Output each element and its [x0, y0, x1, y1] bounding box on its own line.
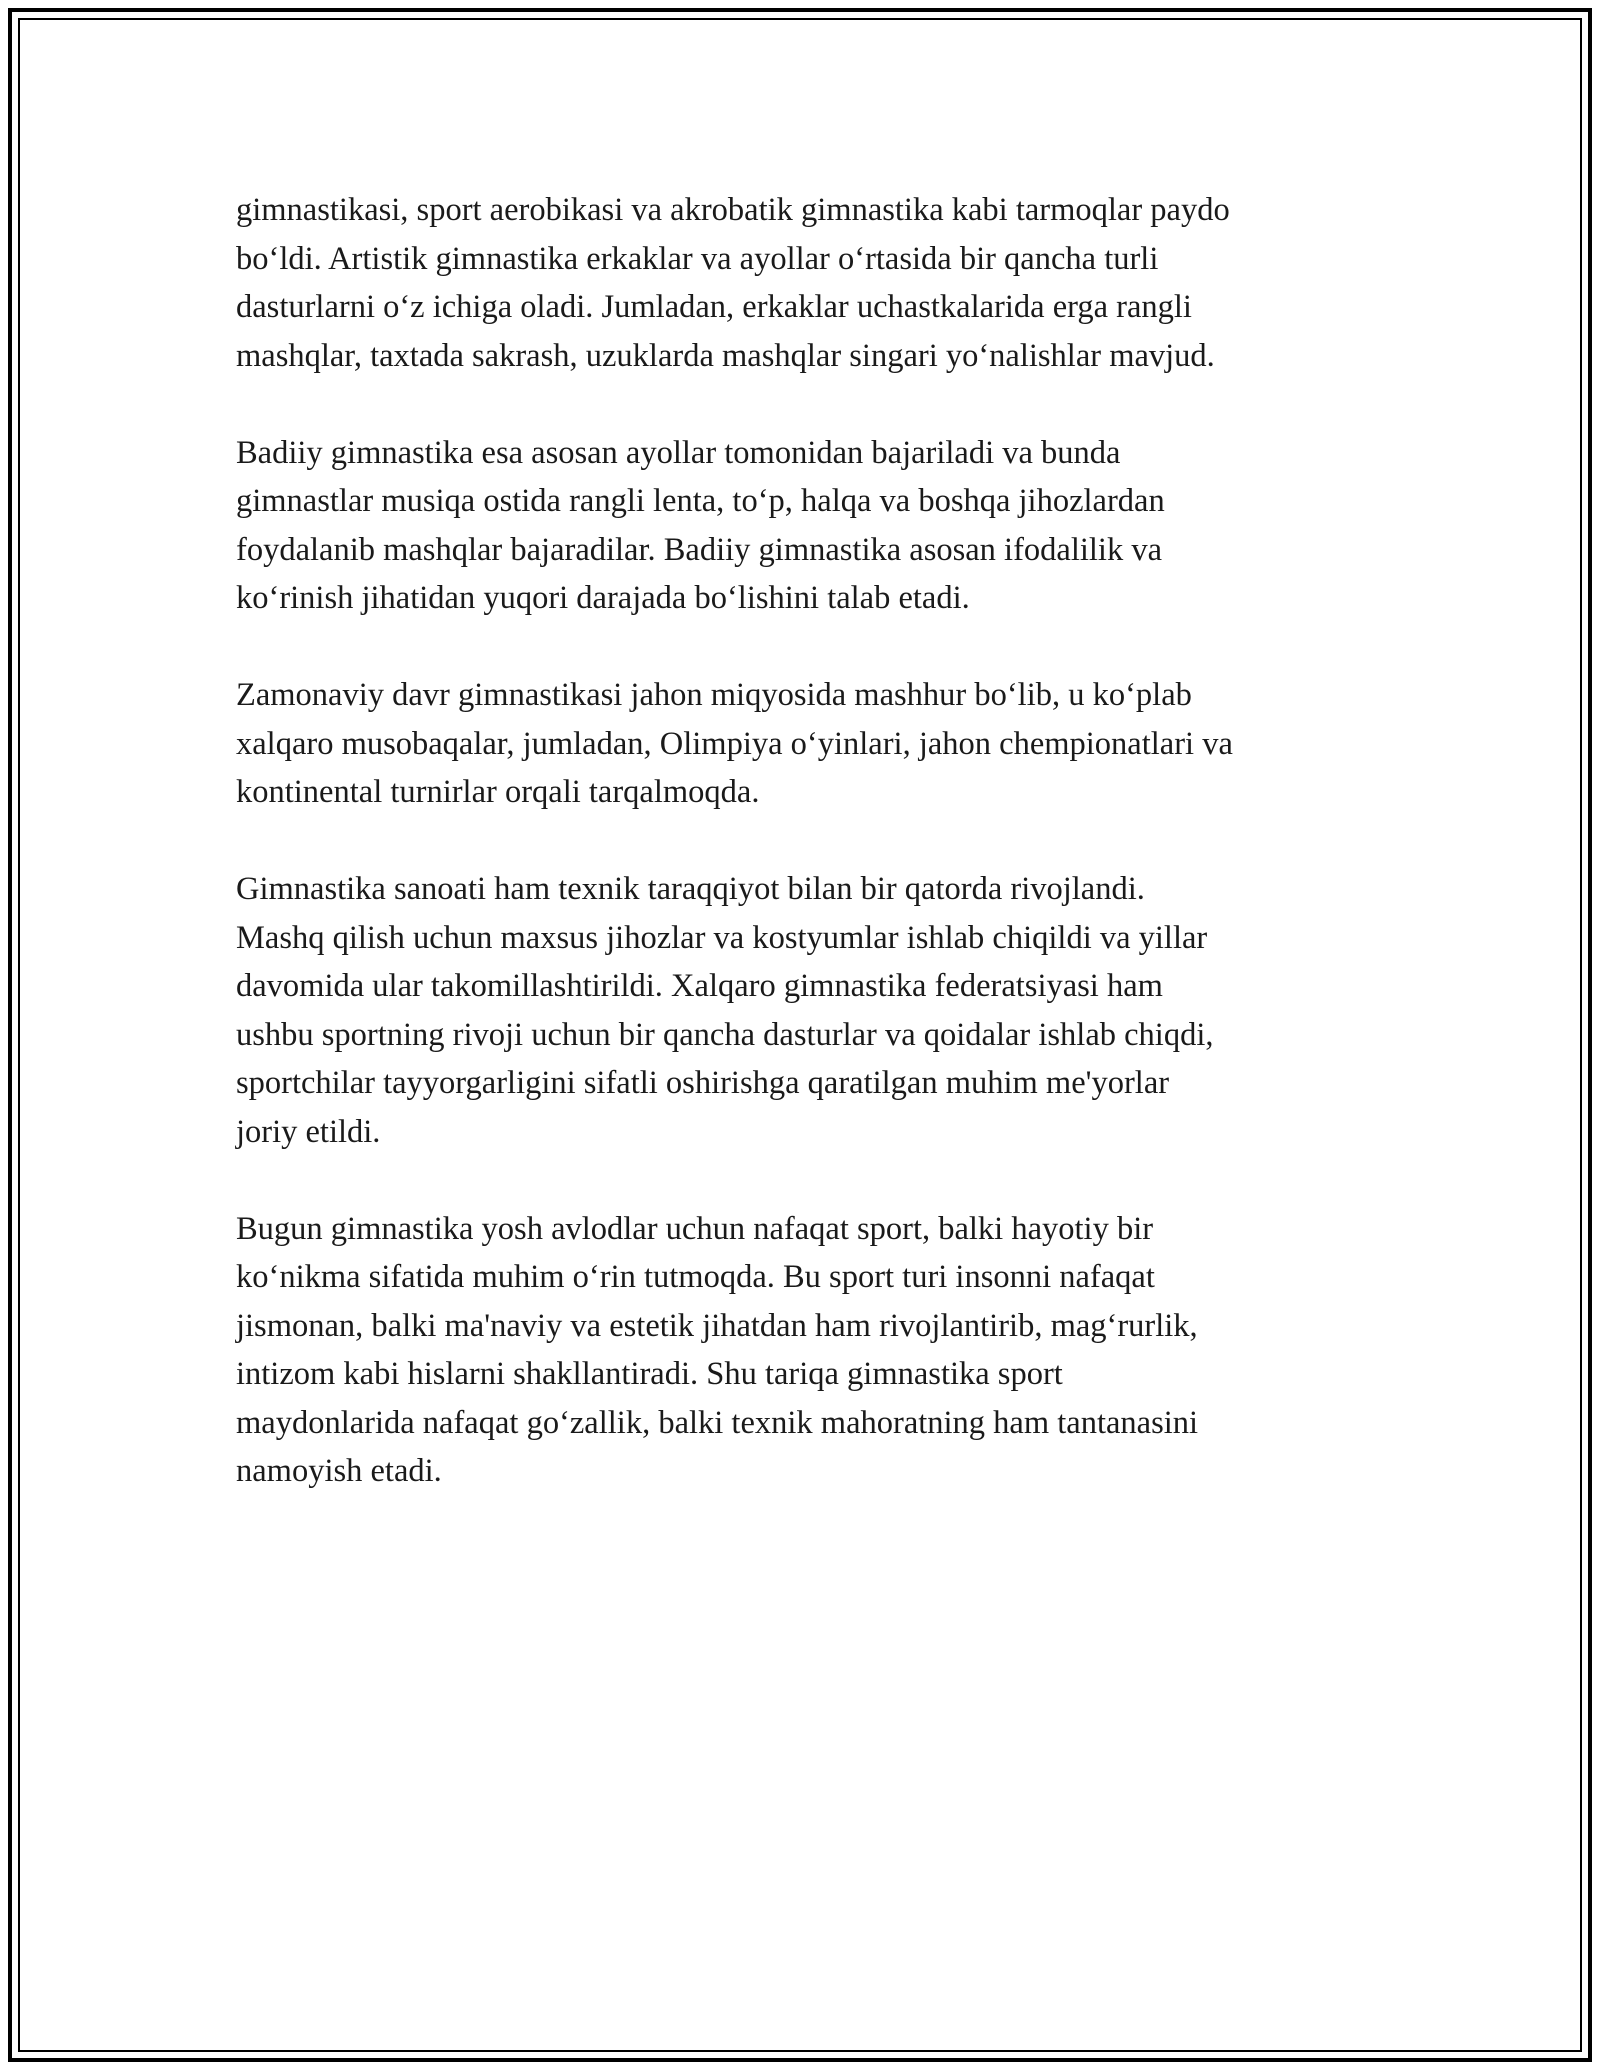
paragraph: Bugun gimnastika yosh avlodlar uchun nafaqat sport, balki hayotiy bir ko‘nikma sifatida muhim o‘rin tutmoqda. Bu sport turi insonni nafaqat jismonan, balki ma'naviy va estetik jihatdan ham rivojlantirib, mag‘rurlik, intizom kabi hislarni shakllantiradi. Shu tariqa gimnastika sport maydonlarida nafaqat go‘zallik, balki texnik mahoratning ham tantanasini namoyish etadi. [236, 1210, 1199, 1489]
paragraph: Gimnastika sanoati ham texnik taraqqiyot bilan bir qatorda rivojlandi. Mashq qilish uchun maxsus jihozlar va kostyumlar ishlab chiqildi va yillar davomida ular takomillashtirildi. Xalqaro gimnastika federatsiyasi ham ushbu sportning rivoji uchun bir qancha dasturlar va qoidalar ishlab chiqdi, sportchilar tayyorgarligini sifatli oshirishga qaratilgan muhim me'yorlar joriy etildi. [236, 871, 1214, 1150]
paragraph: Badiiy gimnastika esa asosan ayollar tomonidan bajariladi va bunda gimnastlar musiqa ostida rangli lenta, to‘p, halqa va boshqa jihozlardan foydalanib mashqlar bajaradilar. Badiiy gimnastika asosan ifodalilik va ko‘rinish jihatidan yuqori darajada bo‘lishini talab etadi. [236, 434, 1165, 616]
document-body [236, 186, 1376, 1544]
paragraph: Zamonaviy davr gimnastikasi jahon miqyosida mashhur bo‘lib, u ko‘plab xalqaro musobaqalar, jumladan, Olimpiya o‘yinlari, jahon chempionatlari va kontinental turnirlar orqali tarqalmoqda. [236, 677, 1233, 810]
paragraph: gimnastikasi, sport aerobikasi va akrobatik gimnastika kabi tarmoqlar paydo bo‘ldi. Artistik gimnastika erkaklar va ayollar o‘rtasida bir qancha turli dasturlarni o‘z ichiga oladi. Jumladan, erkaklar uchastkalarida erga rangli mashqlar, taxtada sakrash, uzuklarda mashqlar singari yo‘nalishlar mavjud. [236, 192, 1230, 374]
